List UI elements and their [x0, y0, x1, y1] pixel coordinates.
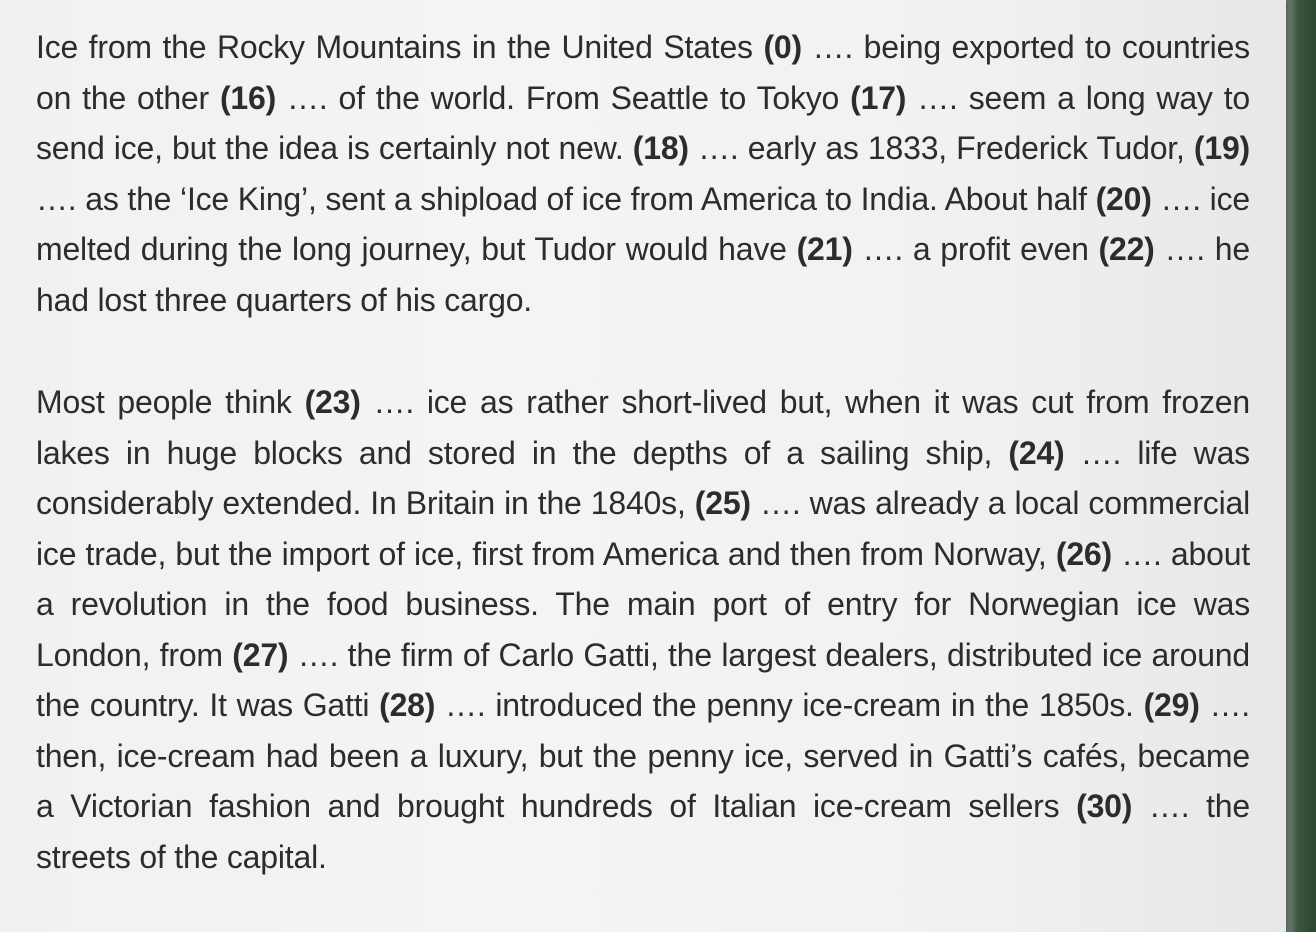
gap-number: (21) — [796, 231, 853, 267]
gap-number: (20) — [1095, 180, 1152, 217]
text-run: Ice from the Rocky Mountains in the United States — [36, 29, 764, 65]
gap-number: (28) — [379, 687, 436, 723]
gap-number: (29) — [1143, 687, 1200, 723]
text-run: …. a profit even — [852, 231, 1099, 267]
gap-number: (18) — [632, 130, 689, 166]
text-run: …. early as 1833, Frederick Tudor, — [688, 130, 1194, 166]
text-run: …. then, ice-cream had been a luxury, but the penny ice, served in Gatti’s cafés, became a Victorian fashion and brought hundreds of Italian ice-cream sellers — [36, 687, 1251, 824]
gap-number: (19) — [1193, 130, 1250, 166]
text-run: …. he had lost three quarters of his cargo. — [36, 231, 1250, 318]
paragraph-2 — [36, 377, 1250, 882]
text-run: …. seem a long way to send ice, but the idea is certainly not new. — [36, 79, 1250, 166]
gap-number: (26) — [1055, 535, 1112, 572]
text-run: …. was already a local commercial ice trade, but the import of ice, first from America and then from Norway, — [36, 485, 1250, 572]
text-run: …. as the ‘Ice King’, sent a shipload of ice from America to India. About half — [36, 180, 1096, 217]
text-run: …. about a revolution in the food business. The main port of entry for Norwegian ice was London, from — [36, 535, 1250, 673]
gap-number: (0) — [763, 29, 802, 65]
paragraph-1 — [36, 22, 1250, 325]
gap-number: (30) — [1076, 788, 1133, 824]
text-run: …. the streets of the capital. — [36, 788, 1250, 875]
text-run: …. introduced the penny ice-cream in the 1850s. — [435, 687, 1144, 723]
text-run: …. of the world. From Seattle to Tokyo — [276, 79, 851, 116]
text-run: …. ice as rather short-lived but, when it was cut from frozen lakes in huge blocks and stored in the depths of a sailing ship, — [36, 384, 1250, 471]
gap-number: (24) — [1008, 434, 1065, 471]
gap-number: (17) — [850, 79, 907, 116]
gap-number: (23) — [304, 384, 361, 420]
gap-number: (22) — [1098, 231, 1155, 267]
gap-number: (27) — [232, 636, 289, 673]
gap-number: (16) — [219, 79, 277, 116]
text-run: …. life was considerably extended. In Britain in the 1840s, — [36, 434, 1250, 521]
text-run: …. being exported to countries on the other — [36, 29, 1250, 116]
text-run: Most people think — [36, 384, 305, 420]
text-run: …. ice melted during the long journey, but Tudor would have — [36, 180, 1250, 267]
gap-number: (25) — [694, 485, 751, 521]
text-run: …. the firm of Carlo Gatti, the largest dealers, distributed ice around the country. It was Gatti — [36, 636, 1250, 723]
